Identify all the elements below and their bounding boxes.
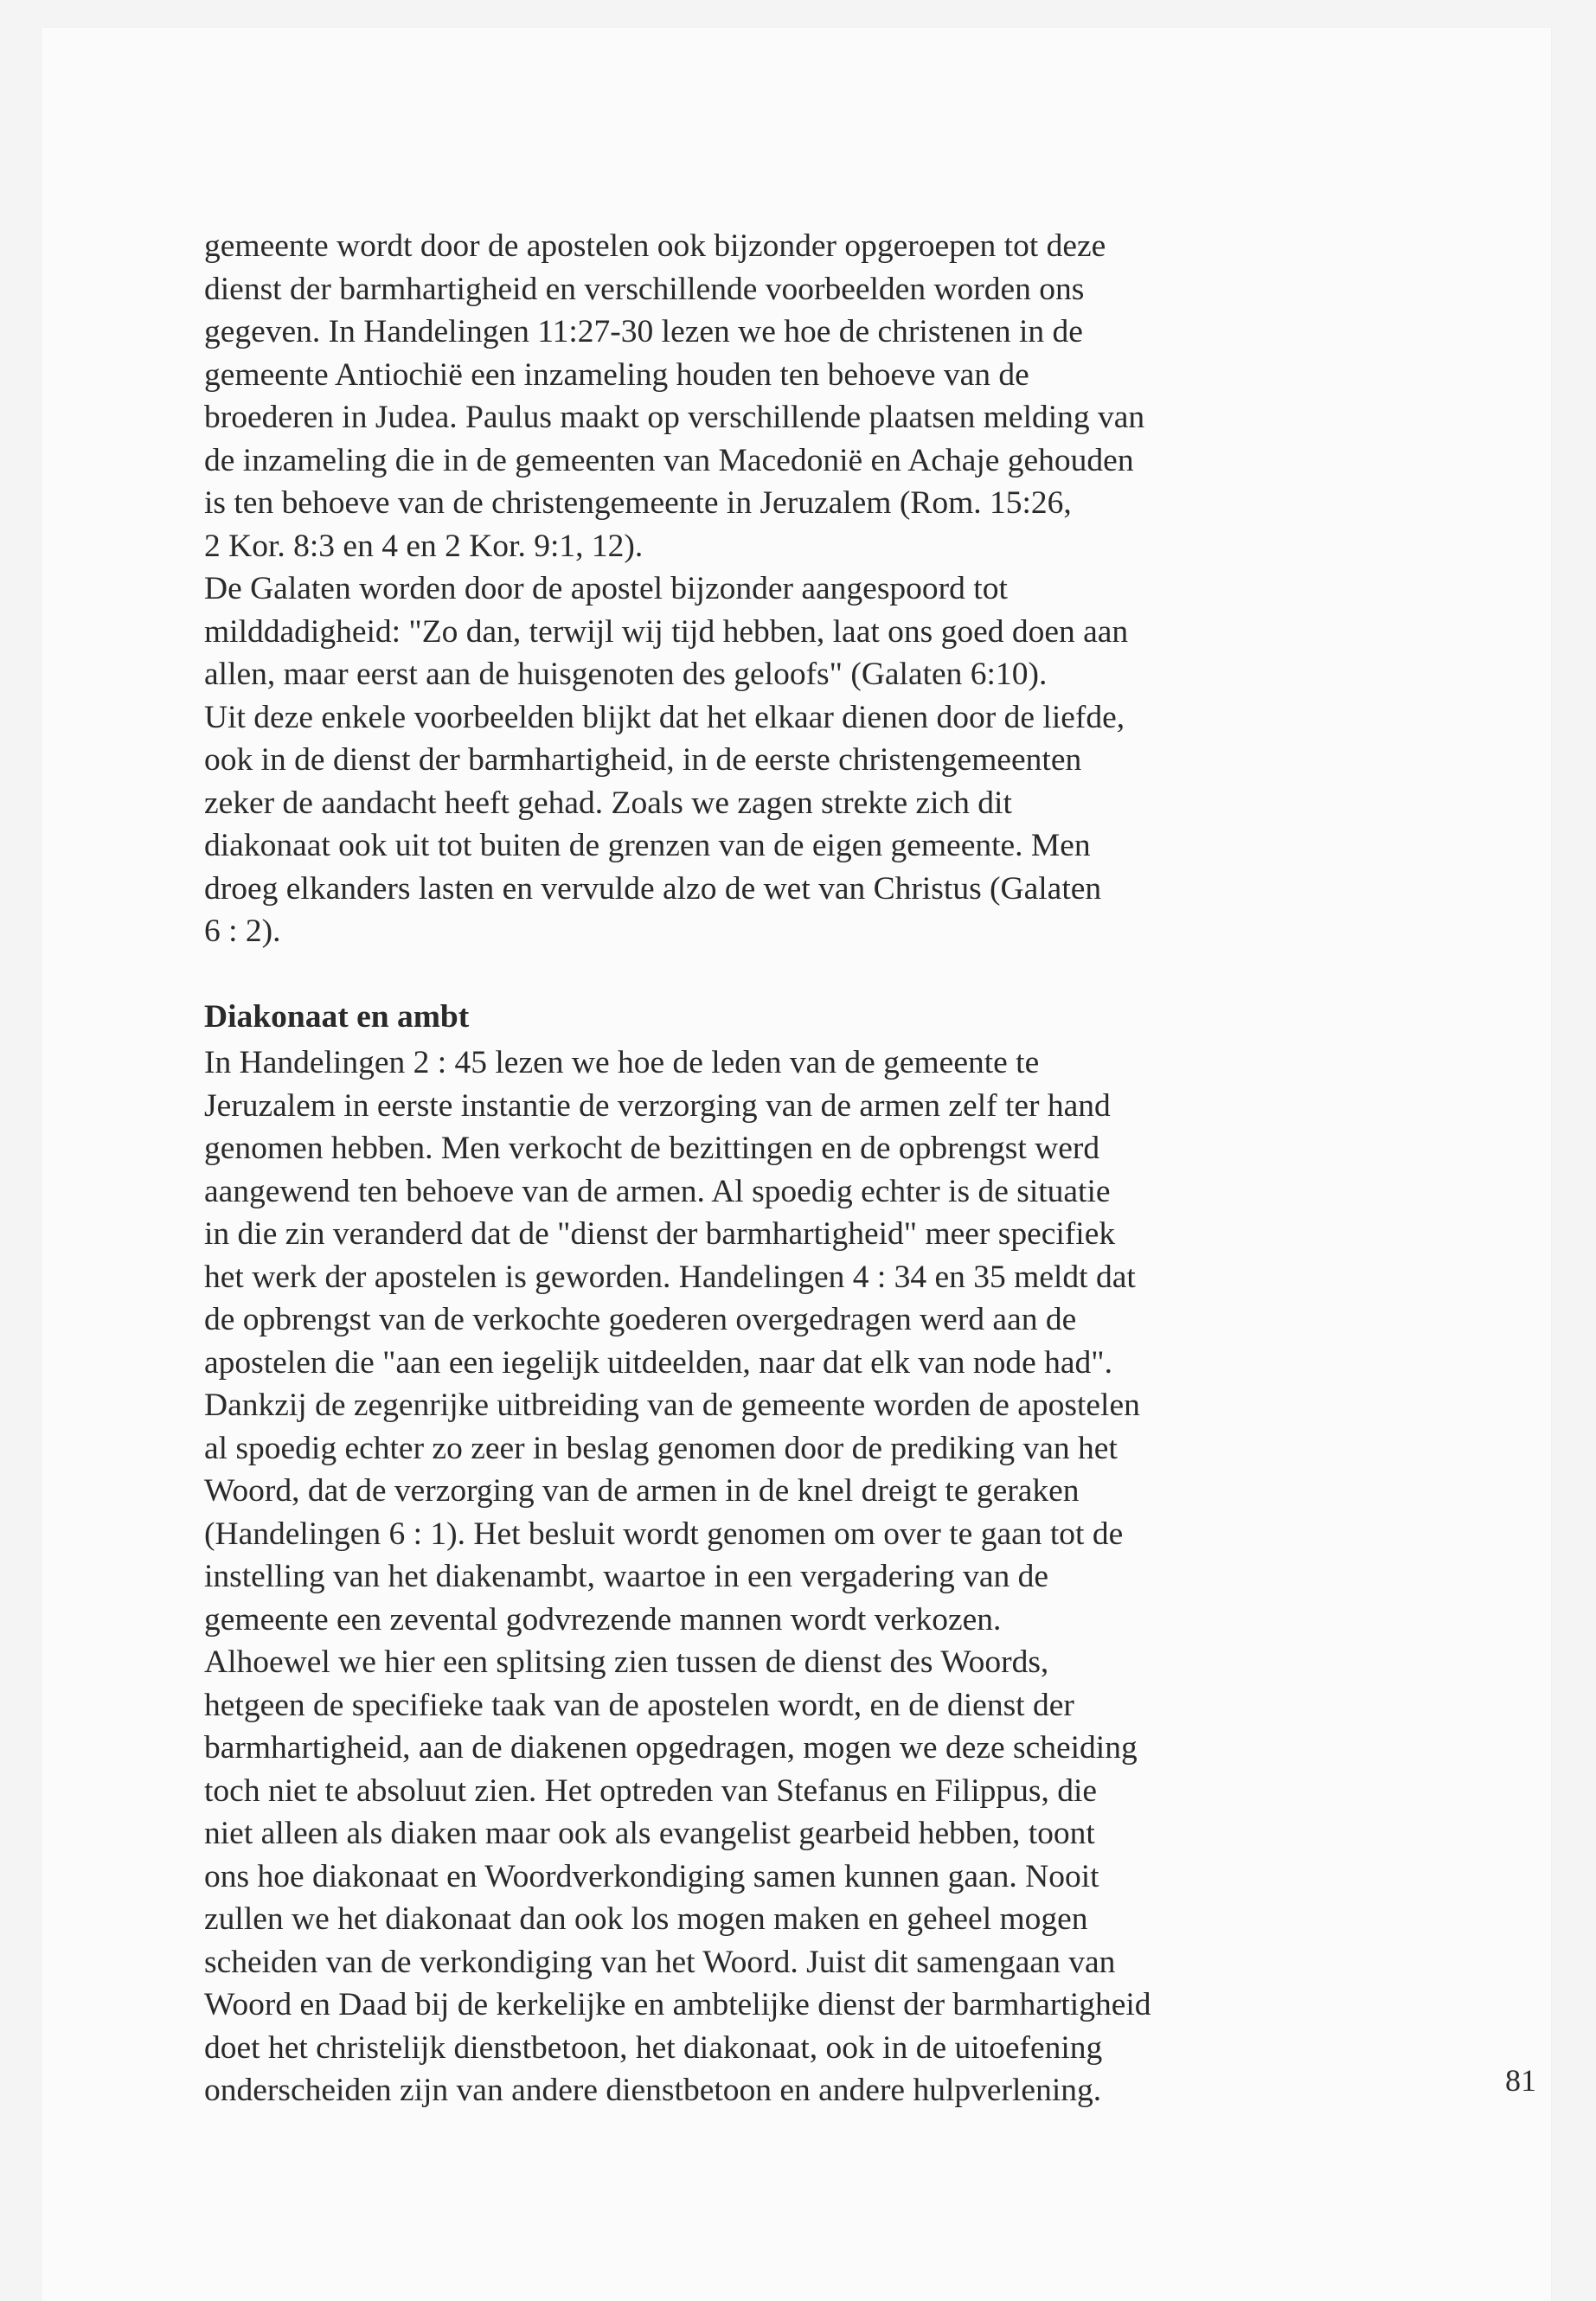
- page-number: 81: [1505, 2063, 1536, 2098]
- paragraph: [204, 225, 1458, 567]
- text-line: allen, maar eerst aan de huisgenoten des geloofs" (Galaten 6:10).: [204, 657, 1048, 692]
- text-line: dienst der barmhartigheid en verschillende voorbeelden worden ons: [204, 271, 1085, 307]
- section-intro: [204, 225, 1458, 953]
- text-line: is ten behoeve van de christengemeente in Jeruzalem (Rom. 15:26,: [204, 485, 1072, 521]
- text-line: 2 Kor. 8:3 en 4 en 2 Kor. 9:1, 12).: [204, 528, 644, 564]
- text-line: gegeven. In Handelingen 11:27-30 lezen we hoe de christenen in de: [204, 314, 1083, 349]
- paragraph: [204, 696, 1458, 953]
- page-body: [204, 225, 1458, 2112]
- text-line: doet het christelijk dienstbetoon, het diakonaat, ook in de uitoefening: [204, 2029, 1103, 2066]
- section-heading: Diakonaat en ambt: [204, 998, 470, 1035]
- text-line: Woord, dat de verzorging van de armen in de knel dreigt te geraken: [204, 1473, 1080, 1509]
- text-line: toch niet te absoluut zien. Het optreden van Stefanus en Filippus, die: [204, 1772, 1098, 1809]
- text-line: Uit deze enkele voorbeelden blijkt dat het elkaar dienen door de liefde,: [204, 699, 1125, 735]
- text-line: het werk der apostelen is geworden. Handelingen 4 : 34 en 35 meldt dat: [204, 1259, 1136, 1295]
- text-line: broederen in Judea. Paulus maakt op verschillende plaatsen melding van: [204, 400, 1145, 435]
- text-line: scheiden van de verkondiging van het Woord. Juist dit samengaan van: [204, 1944, 1116, 1980]
- text-line: Alhoewel we hier een splitsing zien tussen de dienst des Woords,: [204, 1644, 1049, 1680]
- text-line: zullen we het diakonaat dan ook los mogen maken en geheel mogen: [204, 1901, 1088, 1937]
- text-line: al spoedig echter zo zeer in beslag genomen door de prediking van het: [204, 1430, 1118, 1466]
- text-line: 6 : 2).: [204, 913, 281, 949]
- text-line: zeker de aandacht heeft gehad. Zoals we zagen strekte zich dit: [204, 785, 1012, 821]
- text-line: Jeruzalem in eerste instantie de verzorging van de armen zelf ter hand: [204, 1087, 1111, 1124]
- text-line: aangewend ten behoeve van de armen. Al spoedig echter is de situatie: [204, 1173, 1111, 1209]
- paragraph: [204, 1641, 1458, 2112]
- text-line: gemeente Antiochië een inzameling houden ten behoeve van de: [204, 356, 1029, 393]
- text-line: ons hoe diakonaat en Woordverkondiging samen kunnen gaan. Nooit: [204, 1858, 1099, 1894]
- text-line: instelling van het diakenambt, waartoe in een vergadering van de: [204, 1559, 1049, 1594]
- text-line: hetgeen de specifieke taak van de apostelen wordt, en de dienst der: [204, 1687, 1074, 1723]
- text-line: De Galaten worden door de apostel bijzonder aangespoord tot: [204, 571, 1008, 606]
- text-line: gemeente wordt door de apostelen ook bijzonder opgeroepen tot deze: [204, 228, 1106, 264]
- text-line: Woord en Daad bij de kerkelijke en ambtelijke dienst der barmhartigheid: [204, 1987, 1151, 2022]
- text-line: de opbrengst van de verkochte goederen overgedragen werd aan de: [204, 1302, 1077, 1337]
- text-line: barmhartigheid, aan de diakenen opgedragen, mogen we deze scheiding: [204, 1730, 1138, 1766]
- text-line: de inzameling die in de gemeenten van Macedonië en Achaje gehouden: [204, 442, 1134, 478]
- text-line: onderscheiden zijn van andere dienstbetoon en andere hulpverlening.: [204, 2073, 1102, 2108]
- text-line: In Handelingen 2 : 45 lezen we hoe de leden van de gemeente te: [204, 1045, 1040, 1080]
- section-diakonaat-en-ambt: [204, 1042, 1458, 2112]
- text-line: milddadigheid: "Zo dan, terwijl wij tijd hebben, laat ons goed doen aan: [204, 613, 1129, 650]
- text-line: niet alleen als diaken maar ook als evangelist gearbeid hebben, toont: [204, 1816, 1095, 1851]
- book-page: [42, 28, 1551, 2301]
- paragraph: [204, 567, 1458, 696]
- text-line: Dankzij de zegenrijke uitbreiding van de gemeente worden de apostelen: [204, 1388, 1140, 1423]
- text-line: droeg elkanders lasten en vervulde alzo de wet van Christus (Galaten: [204, 870, 1102, 907]
- text-line: apostelen die "aan een iegelijk uitdeelden, naar dat elk van node had".: [204, 1344, 1112, 1381]
- text-line: genomen hebben. Men verkocht de bezittingen en de opbrengst werd: [204, 1131, 1100, 1166]
- text-line: ook in de dienst der barmhartigheid, in de eerste christengemeenten: [204, 742, 1082, 778]
- text-line: in die zin veranderd dat de "dienst der barmhartigheid" meer specifiek: [204, 1216, 1116, 1252]
- text-line: diakonaat ook uit tot buiten de grenzen van de eigen gemeente. Men: [204, 828, 1091, 863]
- text-line: (Handelingen 6 : 1). Het besluit wordt genomen om over te gaan tot de: [204, 1516, 1124, 1552]
- text-line: gemeente een zevental godvrezende mannen wordt verkozen.: [204, 1601, 1002, 1638]
- paragraph: [204, 1042, 1458, 1641]
